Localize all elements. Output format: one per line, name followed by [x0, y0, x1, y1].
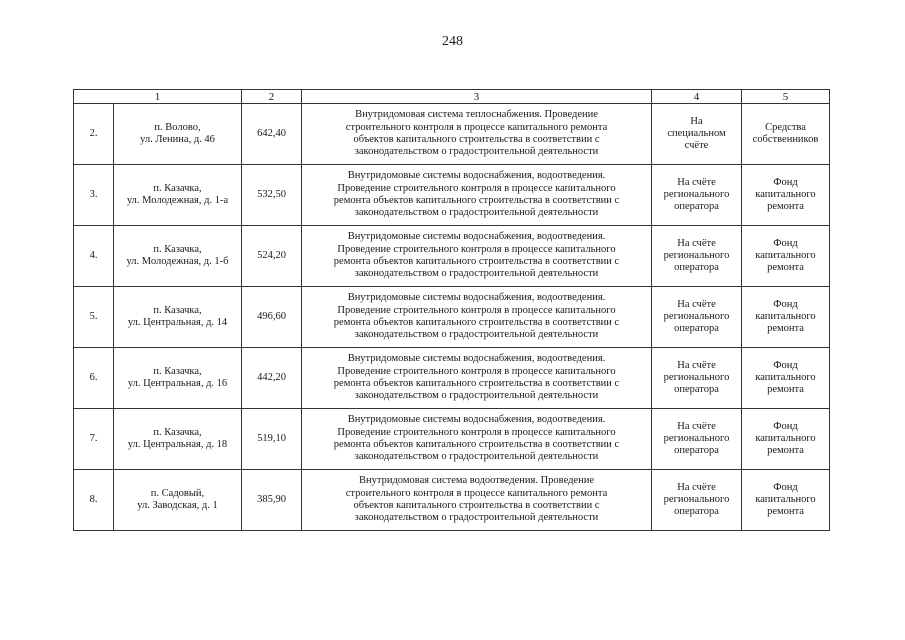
- row-number: 2.: [74, 104, 114, 165]
- address-cell: [114, 165, 242, 226]
- funding-source-cell: [742, 165, 830, 226]
- table-row: [74, 226, 830, 287]
- text-line: Проведение строительного контроля в процессе капитального: [337, 182, 616, 194]
- funding-source-cell: [742, 226, 830, 287]
- account-cell: [652, 470, 742, 531]
- text-line: Проведение строительного контроля в процессе капитального: [337, 243, 616, 255]
- text-line: собственников: [752, 134, 819, 145]
- text-line: регионального: [663, 493, 730, 505]
- text-line: Фонд: [773, 298, 798, 310]
- text-line: регионального: [663, 432, 730, 444]
- volume-cell: 532,50: [242, 165, 302, 226]
- volume-cell: 642,40: [242, 104, 302, 165]
- work-description-cell: [302, 470, 652, 531]
- text-line: оператора: [674, 262, 719, 274]
- page-number: 248: [442, 34, 463, 49]
- text-line: п. Казачка,: [153, 304, 202, 316]
- text-line: ул. Центральная, д. 18: [127, 439, 228, 450]
- header-col-5: 5: [742, 90, 830, 104]
- account-cell: [652, 226, 742, 287]
- text-line: законодательством о градостроительной деятельности: [354, 451, 599, 463]
- account-cell: [652, 409, 742, 470]
- text-line: На счёте: [677, 420, 716, 432]
- funding-source-cell: [742, 409, 830, 470]
- text-line: оператора: [674, 201, 719, 213]
- text-line: ул. Центральная, д. 16: [127, 378, 228, 389]
- work-description-cell: [302, 409, 652, 470]
- account-cell: [652, 348, 742, 409]
- text-line: На счёте: [677, 481, 716, 493]
- text-line: оператора: [674, 323, 719, 335]
- text-line: ул. Заводская, д. 1: [137, 500, 218, 511]
- text-line: ул. Центральная, д. 14: [127, 317, 228, 328]
- text-line: оператора: [674, 506, 719, 518]
- text-line: На счёте: [677, 176, 716, 188]
- text-line: капитального: [755, 188, 816, 200]
- row-number: 8.: [74, 470, 114, 531]
- address-cell: [114, 348, 242, 409]
- text-line: законодательством о градостроительной деятельности: [354, 207, 599, 219]
- volume-cell: 519,10: [242, 409, 302, 470]
- text-line: специальном: [667, 127, 726, 139]
- text-line: ремонта: [767, 201, 804, 213]
- text-line: ремонта: [767, 445, 804, 457]
- account-cell: [652, 104, 742, 165]
- text-line: ул. Ленина, д. 46: [140, 134, 215, 145]
- text-line: п. Казачка,: [153, 426, 202, 438]
- address-cell: [114, 104, 242, 165]
- text-line: Внутридомовая система водоотведения. Проведение: [359, 475, 594, 487]
- work-description-cell: [302, 165, 652, 226]
- text-line: строительного контроля в процессе капитального ремонта: [345, 487, 608, 499]
- text-line: ремонта объектов капитального строительства в соответствии с: [333, 195, 620, 206]
- text-line: регионального: [663, 188, 730, 200]
- text-line: капитального: [755, 249, 816, 261]
- work-description-cell: [302, 104, 652, 165]
- text-line: Внутридомовые системы водоснабжения, водоотведения.: [347, 292, 606, 304]
- repair-table: [73, 89, 830, 531]
- table-row: [74, 165, 830, 226]
- funding-source-cell: [742, 104, 830, 165]
- text-line: ремонта: [767, 323, 804, 335]
- volume-cell: 524,20: [242, 226, 302, 287]
- text-line: ремонта: [767, 262, 804, 274]
- text-line: ул. Молодежная, д. 1-а: [126, 195, 229, 206]
- funding-source-cell: [742, 287, 830, 348]
- table-row: [74, 287, 830, 348]
- funding-source-cell: [742, 470, 830, 531]
- row-number: 6.: [74, 348, 114, 409]
- text-line: Фонд: [773, 481, 798, 493]
- address-cell: [114, 287, 242, 348]
- text-line: На счёте: [677, 237, 716, 249]
- account-cell: [652, 165, 742, 226]
- text-line: законодательством о градостроительной деятельности: [354, 512, 599, 524]
- text-line: объектов капитального строительства в соответствии с: [353, 134, 600, 145]
- text-line: п. Волово,: [154, 121, 201, 133]
- text-line: Фонд: [773, 420, 798, 432]
- work-description-cell: [302, 348, 652, 409]
- address-cell: [114, 226, 242, 287]
- address-cell: [114, 470, 242, 531]
- text-line: На счёте: [677, 298, 716, 310]
- text-line: ремонта: [767, 384, 804, 396]
- text-line: Внутридомовые системы водоснабжения, водоотведения.: [347, 414, 606, 426]
- header-col-2: 2: [242, 90, 302, 104]
- text-line: капитального: [755, 432, 816, 444]
- text-line: п. Садовый,: [150, 487, 205, 499]
- text-line: законодательством о градостроительной деятельности: [354, 268, 599, 280]
- text-line: ремонта объектов капитального строительства в соответствии с: [333, 256, 620, 267]
- text-line: строительного контроля в процессе капитального ремонта: [345, 121, 608, 133]
- text-line: ремонта объектов капитального строительства в соответствии с: [333, 378, 620, 389]
- row-number: 4.: [74, 226, 114, 287]
- text-line: капитального: [755, 371, 816, 383]
- address-cell: [114, 409, 242, 470]
- row-number: 5.: [74, 287, 114, 348]
- text-line: На счёте: [677, 359, 716, 371]
- text-line: Внутридомовые системы водоснабжения, водоотведения.: [347, 231, 606, 243]
- table-header-row: [74, 90, 830, 104]
- text-line: п. Казачка,: [153, 243, 202, 255]
- text-line: оператора: [674, 445, 719, 457]
- text-line: Проведение строительного контроля в процессе капитального: [337, 304, 616, 316]
- text-line: Фонд: [773, 359, 798, 371]
- text-line: На: [690, 115, 703, 127]
- account-cell: [652, 287, 742, 348]
- header-col-4: 4: [652, 90, 742, 104]
- work-description-cell: [302, 287, 652, 348]
- text-line: п. Казачка,: [153, 365, 202, 377]
- volume-cell: 496,60: [242, 287, 302, 348]
- text-line: капитального: [755, 310, 816, 322]
- volume-cell: 442,20: [242, 348, 302, 409]
- row-number: 3.: [74, 165, 114, 226]
- table-row: [74, 470, 830, 531]
- text-line: ремонта объектов капитального строительства в соответствии с: [333, 439, 620, 450]
- text-line: ремонта: [767, 506, 804, 518]
- text-line: Внутридомовая система теплоснабжения. Проведение: [355, 109, 598, 121]
- text-line: оператора: [674, 384, 719, 396]
- text-line: Проведение строительного контроля в процессе капитального: [337, 365, 616, 377]
- volume-cell: 385,90: [242, 470, 302, 531]
- text-line: ул. Молодежная, д. 1-б: [126, 256, 229, 267]
- text-line: Проведение строительного контроля в процессе капитального: [337, 426, 616, 438]
- funding-source-cell: [742, 348, 830, 409]
- text-line: Внутридомовые системы водоснабжения, водоотведения.: [347, 170, 606, 182]
- text-line: объектов капитального строительства в соответствии с: [353, 500, 600, 511]
- table-row: [74, 409, 830, 470]
- text-line: капитального: [755, 493, 816, 505]
- text-line: регионального: [663, 249, 730, 261]
- text-line: Фонд: [773, 176, 798, 188]
- text-line: п. Казачка,: [153, 182, 202, 194]
- text-line: регионального: [663, 310, 730, 322]
- table-row: [74, 348, 830, 409]
- text-line: законодательством о градостроительной деятельности: [354, 329, 599, 341]
- text-line: Фонд: [773, 237, 798, 249]
- work-description-cell: [302, 226, 652, 287]
- text-line: регионального: [663, 371, 730, 383]
- text-line: счёте: [684, 140, 709, 152]
- text-line: Внутридомовые системы водоснабжения, водоотведения.: [347, 353, 606, 365]
- text-line: законодательством о градостроительной деятельности: [354, 146, 599, 158]
- text-line: ремонта объектов капитального строительства в соответствии с: [333, 317, 620, 328]
- text-line: законодательством о градостроительной деятельности: [354, 390, 599, 402]
- row-number: 7.: [74, 409, 114, 470]
- table-row: [74, 104, 830, 165]
- header-col-1: 1: [74, 90, 242, 104]
- header-col-3: 3: [302, 90, 652, 104]
- text-line: Средства: [765, 121, 806, 133]
